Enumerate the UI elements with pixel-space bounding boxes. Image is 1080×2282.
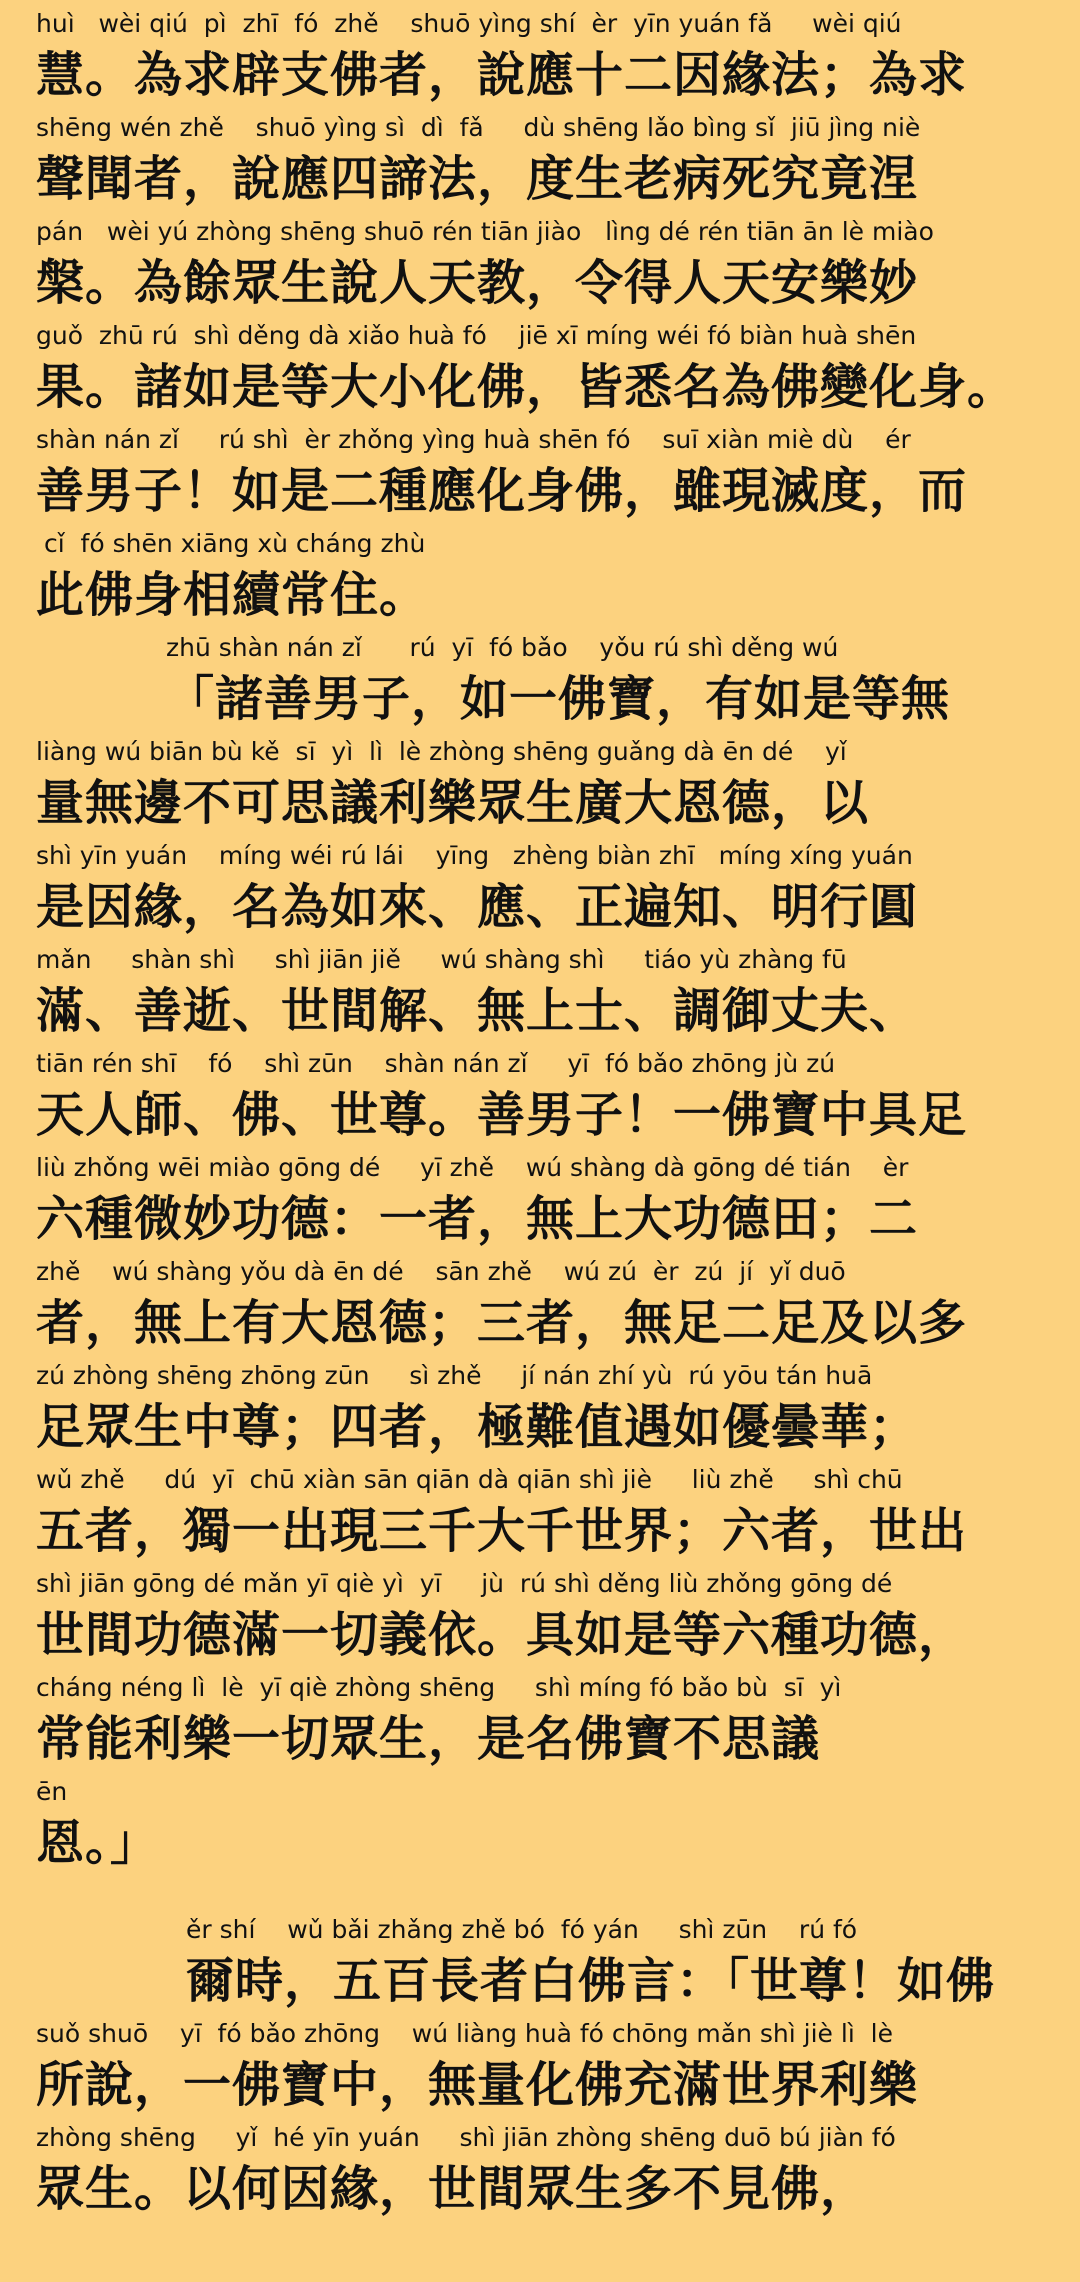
pinyin-annotation: zhě wú shàng yǒu dà ēn dé sān zhě wú zú èr zú jí yǐ duō <box>36 1257 846 1286</box>
text-line-18 <box>36 1772 1046 1876</box>
pinyin-annotation: zhū shàn nán zǐ rú yī fó bǎo yǒu rú shì děng wú <box>166 633 839 662</box>
pinyin-annotation: wǔ zhě dú yī chū xiàn sān qiān dà qiān shì jiè liù zhě shì chū <box>36 1465 903 1494</box>
chinese-text: 六種微妙功德：一者，無上大功德田；二 <box>36 1191 919 1247</box>
pinyin-annotation: ēn <box>36 1777 68 1806</box>
pinyin-annotation: pán wèi yú zhòng shēng shuō rén tiān jiào lìng dé rén tiān ān lè miào <box>36 217 934 246</box>
pinyin-annotation: liù zhǒng wēi miào gōng dé yī zhě wú shàng dà gōng dé tián èr <box>36 1153 909 1182</box>
text-line-16 <box>36 1564 1046 1668</box>
text-line-19 <box>36 1910 1046 2014</box>
chinese-text: 滿、善逝、世間解、無上士、調御丈夫、 <box>36 983 919 1039</box>
text-line-20 <box>36 2014 1046 2118</box>
text-line-5 <box>36 420 1046 524</box>
pinyin-annotation: zhòng shēng yǐ hé yīn yuán shì jiān zhòng shēng duō bú jiàn fó <box>36 2123 896 2152</box>
pinyin-annotation: tiān rén shī fó shì zūn shàn nán zǐ yī fó bǎo zhōng jù zú <box>36 1049 836 1078</box>
text-line-10 <box>36 940 1046 1044</box>
text-line-4 <box>36 316 1046 420</box>
chinese-text: 此佛身相續常住。 <box>36 567 429 623</box>
chinese-text: 恩。」 <box>36 1815 160 1871</box>
pinyin-annotation: shì jiān gōng dé mǎn yī qiè yì yī jù rú shì děng liù zhǒng gōng dé <box>36 1569 893 1598</box>
chinese-text: 是因緣，名為如來、應、正遍知、明行圓 <box>36 879 919 935</box>
text-line-7 <box>36 628 1046 732</box>
text-line-3 <box>36 212 1046 316</box>
text-line-1 <box>36 4 1046 108</box>
chinese-text: 善男子！如是二種應化身佛，雖現滅度，而 <box>36 463 968 519</box>
text-line-13 <box>36 1252 1046 1356</box>
pinyin-annotation: shàn nán zǐ rú shì èr zhǒng yìng huà shēn fó suī xiàn miè dù ér <box>36 425 911 454</box>
text-line-9 <box>36 836 1046 940</box>
pinyin-annotation: shì yīn yuán míng wéi rú lái yīng zhèng biàn zhī míng xíng yuán <box>36 841 913 870</box>
chinese-text: 槃。為餘眾生說人天教，令得人天安樂妙 <box>36 255 919 311</box>
chinese-text: 果。諸如是等大小化佛，皆悉名為佛變化身。 <box>36 359 1017 415</box>
chinese-text: 天人師、佛、世尊。善男子！一佛寶中具足 <box>36 1087 968 1143</box>
pinyin-annotation: guǒ zhū rú shì děng dà xiǎo huà fó jiē xī míng wéi fó biàn huà shēn <box>36 321 917 350</box>
pinyin-annotation: shēng wén zhě shuō yìng sì dì fǎ dù shēng lǎo bìng sǐ jiū jìng niè <box>36 113 921 142</box>
chinese-text: 世間功德滿一切義依。具如是等六種功德， <box>36 1607 968 1663</box>
chinese-text: 量無邊不可思議利樂眾生廣大恩德，以 <box>36 775 870 831</box>
pinyin-annotation: cǐ fó shēn xiāng xù cháng zhù <box>36 529 426 558</box>
pinyin-annotation: suǒ shuō yī fó bǎo zhōng wú liàng huà fó chōng mǎn shì jiè lì lè <box>36 2019 893 2048</box>
pinyin-annotation: huì wèi qiú pì zhī fó zhě shuō yìng shí èr yīn yuán fǎ wèi qiú <box>36 9 902 38</box>
pinyin-annotation: liàng wú biān bù kě sī yì lì lè zhòng shēng guǎng dà ēn dé yǐ <box>36 737 847 766</box>
chinese-text: 常能利樂一切眾生，是名佛寶不思議 <box>36 1711 821 1767</box>
chinese-text: 慧。為求辟支佛者，說應十二因緣法；為求 <box>36 47 968 103</box>
chinese-text: 五者，獨一出現三千大千世界；六者，世出 <box>36 1503 968 1559</box>
text-line-6 <box>36 524 1046 628</box>
chinese-text: 爾時，五百長者白佛言：「世尊！如佛 <box>186 1953 996 2009</box>
text-line-8 <box>36 732 1046 836</box>
pinyin-annotation: mǎn shàn shì shì jiān jiě wú shàng shì tiáo yù zhàng fū <box>36 945 847 974</box>
chinese-text: 「諸善男子，如一佛寶，有如是等無 <box>166 671 951 727</box>
text-line-15 <box>36 1460 1046 1564</box>
text-line-21 <box>36 2118 1046 2222</box>
chinese-text: 所說，一佛寶中，無量化佛充滿世界利樂 <box>36 2057 919 2113</box>
pinyin-annotation: cháng néng lì lè yī qiè zhòng shēng shì míng fó bǎo bù sī yì <box>36 1673 842 1702</box>
chinese-text: 眾生。以何因緣，世間眾生多不見佛， <box>36 2161 870 2217</box>
text-line-12 <box>36 1148 1046 1252</box>
pinyin-annotation: ěr shí wǔ bǎi zhǎng zhě bó fó yán shì zūn rú fó <box>186 1915 858 1944</box>
chinese-text: 足眾生中尊；四者，極難值遇如優曇華； <box>36 1399 919 1455</box>
chinese-text: 聲聞者，說應四諦法，度生老病死究竟涅 <box>36 151 919 207</box>
text-line-11 <box>36 1044 1046 1148</box>
pinyin-annotation: zú zhòng shēng zhōng zūn sì zhě jí nán zhí yù rú yōu tán huā <box>36 1361 873 1390</box>
text-line-2 <box>36 108 1046 212</box>
text-line-14 <box>36 1356 1046 1460</box>
chinese-text: 者，無上有大恩德；三者，無足二足及以多 <box>36 1295 968 1351</box>
text-line-17 <box>36 1668 1046 1772</box>
